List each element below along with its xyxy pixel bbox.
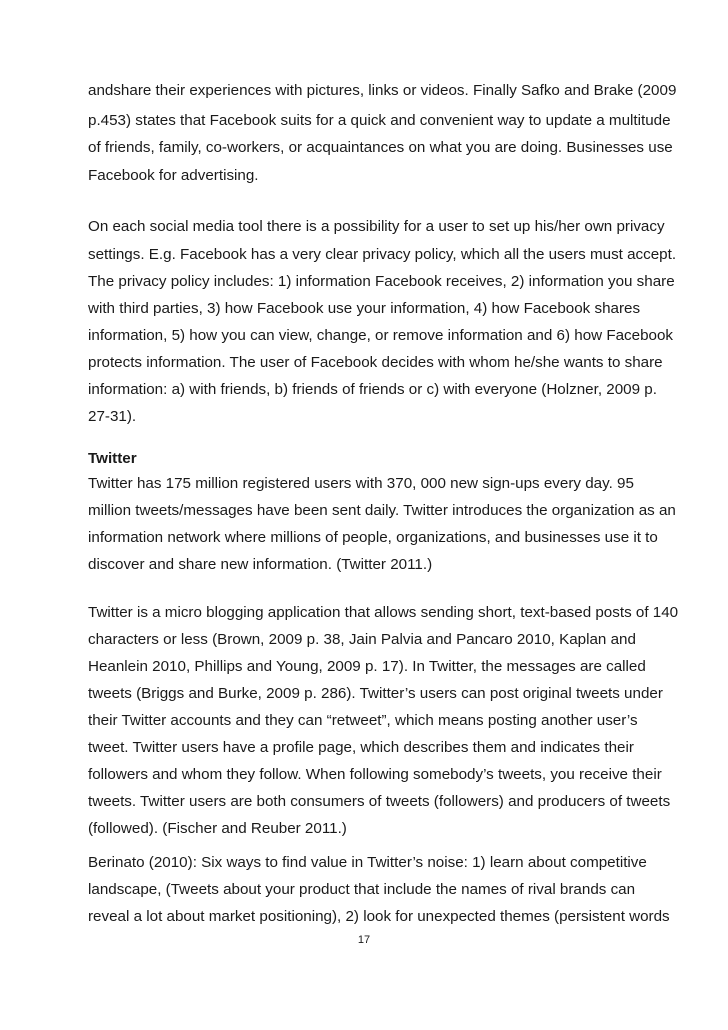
page-number: 17 — [357, 934, 371, 946]
text-line: Twitter has 175 million registered users with 370, 000 new sign-ups every day. 95 — [88, 475, 634, 492]
text-line: 27-31). — [88, 408, 137, 425]
text-line: information, 5) how you can view, change, or remove information and 6) how Facebook — [88, 327, 674, 344]
section-heading: Twitter — [88, 450, 137, 467]
text-line: information network where millions of people, organizations, and businesses use it to — [88, 529, 658, 546]
text-line: Berinato (2010): Six ways to find value in Twitter’s noise: 1) learn about competitive — [88, 854, 647, 871]
text-line: landscape, (Tweets about your product that include the names of rival brands can — [88, 881, 636, 898]
text-line: andshare their experiences with pictures, links or videos. Finally Safko and Brake (2009 — [88, 82, 677, 99]
text-line: settings. E.g. Facebook has a very clear privacy policy, which all the users must accept. — [88, 246, 677, 263]
text-line: million tweets/messages have been sent daily. Twitter introduces the organization as an — [88, 502, 676, 519]
text-line: characters or less (Brown, 2009 p. 38, Jain Palvia and Pancaro 2010, Kaplan and — [88, 631, 636, 648]
text-line: their Twitter accounts and they can “retweet”, which means posting another user’s — [88, 712, 638, 729]
text-line: p.453) states that Facebook suits for a quick and convenient way to update a multitude — [88, 112, 671, 129]
text-line: information: a) with friends, b) friends of friends or c) with everyone (Holzner, 2009 p. — [88, 381, 657, 398]
text-line: of friends, family, co-workers, or acquaintances on what you are doing. Businesses use — [88, 139, 673, 156]
text-line: tweet. Twitter users have a profile page, which describes them and indicates their — [88, 739, 634, 756]
text-line: reveal a lot about market positioning), 2) look for unexpected themes (persistent words — [88, 908, 670, 925]
text-line: followers and whom they follow. When following somebody’s tweets, you receive their — [88, 766, 662, 783]
text-line: tweets. Twitter users are both consumers of tweets (followers) and producers of tweets — [88, 793, 671, 810]
text-line: protects information. The user of Facebook decides with whom he/she wants to share — [88, 354, 663, 371]
text-line: Facebook for advertising. — [88, 167, 259, 184]
text-line: with third parties, 3) how Facebook use your information, 4) how Facebook shares — [88, 300, 641, 317]
text-line: Heanlein 2010, Phillips and Young, 2009 p. 17). In Twitter, the messages are called — [88, 658, 646, 675]
text-line: (followed). (Fischer and Reuber 2011.) — [88, 820, 347, 837]
text-line: On each social media tool there is a possibility for a user to set up his/her own privacy — [88, 218, 665, 235]
text-line: discover and share new information. (Twitter 2011.) — [88, 556, 433, 573]
text-line: The privacy policy includes: 1) information Facebook receives, 2) information you share — [88, 273, 675, 290]
text-line: tweets (Briggs and Burke, 2009 p. 286). Twitter’s users can post original tweets under — [88, 685, 663, 702]
text-line: Twitter is a micro blogging application that allows sending short, text-based posts of 140 — [88, 604, 679, 621]
